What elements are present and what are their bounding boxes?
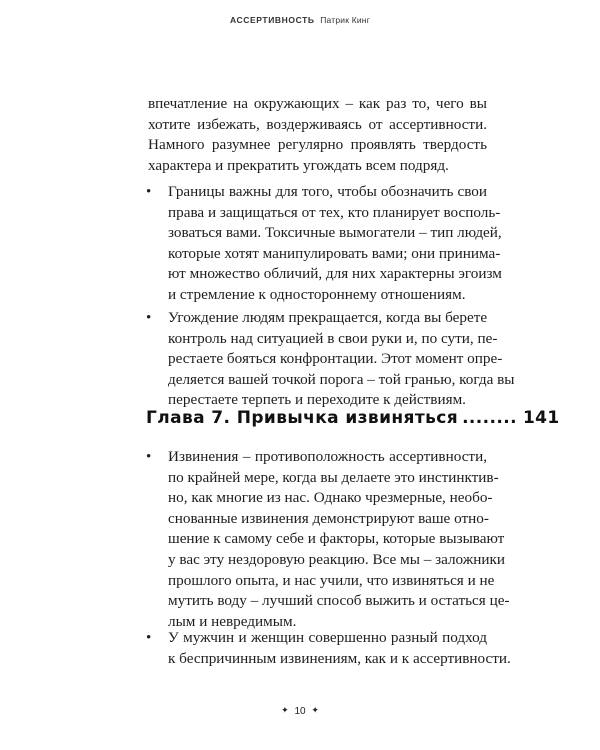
author-name: Патрик Кинг	[320, 15, 370, 25]
text-line: Намного разумнее регулярно проявлять твердость	[148, 136, 487, 154]
star-ornament-icon: ✦	[281, 705, 289, 715]
text-line: к беспричинным извинениям, как и к ассертивности.	[168, 649, 511, 667]
text-line: мутить воду – лучший способ выжить и остаться це-	[168, 592, 510, 610]
chapter-title: Глава 7. Привычка извиняться	[146, 408, 459, 428]
text-line: Угождение людям прекращается, когда вы берете	[168, 309, 488, 326]
text-line: которые хотят манипулировать вами; они принима-	[168, 244, 501, 262]
text-line: У мужчин и женщин совершенно разный подход	[168, 629, 487, 646]
text-line: Границы важны для того, чтобы обозначить свои	[168, 183, 487, 200]
star-ornament-icon: ✦	[311, 705, 319, 715]
text-line: но, как многие из нас. Однако чрезмерные, необо-	[168, 489, 493, 507]
text-line: и стремление к одностороннему отношениям.	[168, 285, 466, 303]
text-line: Извинения – противоположность ассертивности,	[168, 448, 487, 465]
bullet-item-people-pleasing	[146, 308, 515, 411]
bullet-item-gender-difference	[146, 628, 511, 669]
text-line: прошлого опыта, и нас учили, что извиняться и не	[168, 571, 495, 589]
bullet-item-apologies	[146, 447, 510, 632]
text-line: рестаете бояться конфронтации. Этот момент опре-	[168, 350, 503, 368]
text-line: хотите избежать, воздерживаясь от ассертивности.	[148, 115, 487, 133]
text-line: у вас эту нездоровую реакцию. Все мы – заложники	[168, 550, 506, 568]
chapter-page-number: 141	[522, 408, 560, 428]
text-line: снованные извинения демонстрируют ваше отно-	[168, 509, 489, 527]
text-line: контроль над ситуацией в свои руки и, по сути, пе-	[168, 329, 498, 347]
text-line: по крайней мере, когда вы делаете это инстинктив-	[168, 468, 499, 486]
bullet-item-boundaries	[146, 182, 502, 306]
page-number: 10	[294, 706, 306, 717]
text-line: характера и прекратить угождать всем подряд.	[148, 156, 449, 174]
continuation-paragraph	[148, 94, 487, 176]
text-line: перестаете терпеть и переходите к действиям.	[168, 391, 466, 409]
text-line: права и защищаться от тех, кто планирует восполь-	[168, 203, 501, 221]
bullet-icon: •	[146, 449, 152, 465]
text-line: зоваться вами. Токсичные вымогатели – тип людей,	[168, 224, 502, 242]
text-line: шение к самому себе и факторы, которые вызывают	[168, 530, 505, 548]
running-header	[0, 15, 600, 25]
text-line: деляется вашей точкой порога – той гранью, когда вы	[168, 370, 515, 388]
book-title: АССЕРТИВНОСТЬ	[229, 15, 315, 25]
text-line: ют множество обличий, для них характерны эгоизм	[168, 265, 502, 283]
text-line: лым и невредимым.	[168, 612, 297, 630]
bullet-icon: •	[146, 310, 152, 326]
bullet-icon: •	[146, 184, 152, 200]
text-line: впечатление на окружающих – как раз то, чего вы	[148, 95, 487, 112]
page-footer	[0, 705, 600, 717]
chapter-heading	[146, 408, 560, 428]
bullet-icon: •	[146, 630, 152, 646]
chapter-leader-dots: ........	[462, 408, 517, 428]
